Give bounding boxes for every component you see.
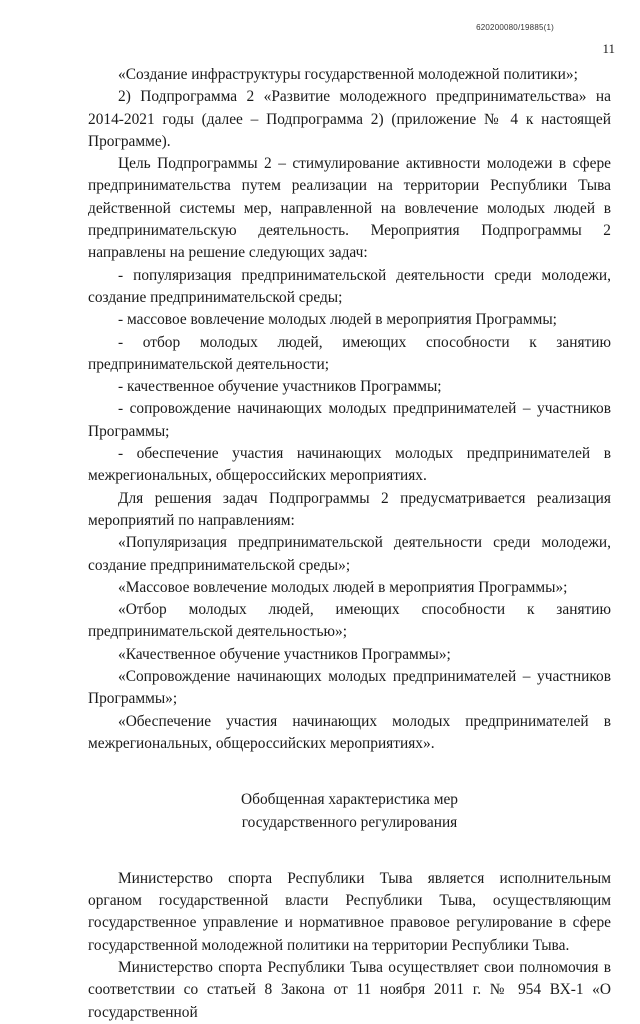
paragraph: Министерство спорта Республики Тыва является исполнительным органом государственной власти Республики Тыва, осуществляющим государственное управление и нормативное правовое регулирование в сфере государственной молодежной политики на территории Республики Тыва. — [88, 869, 611, 954]
list-item: - сопровождение начинающих молодых предпринимателей – участников Программы; — [88, 400, 611, 440]
list-item: - качественное обучение участников Программы; — [118, 378, 442, 396]
section-heading-line-2: государственного регулирования — [241, 813, 458, 831]
list-item: - массовое вовлечение молодых людей в мероприятия Программы; — [118, 311, 557, 329]
direction-item: «Популяризация предпринимательской деятельности среди молодежи, создание предпринимательской среды»; — [88, 534, 611, 574]
paragraph: Для решения задач Подпрограммы 2 предусматривается реализация мероприятий по направлениям: — [88, 489, 611, 529]
direction-item: «Качественное обучение участников Программы»; — [118, 645, 451, 663]
list-item: - обеспечение участия начинающих молодых предпринимателей в межрегиональных, общероссийских мероприятиях. — [88, 445, 611, 485]
list-item: - популяризация предпринимательской деятельности среди молодежи, создание предпринимательской среды; — [88, 266, 611, 306]
direction-item: «Массовое вовлечение молодых людей в мероприятия Программы»; — [118, 578, 568, 596]
section-heading — [88, 789, 611, 834]
direction-item: «Отбор молодых людей, имеющих способности к занятию предпринимательской деятельностью»; — [88, 601, 611, 641]
list-item: - отбор молодых людей, имеющих способности к занятию предпринимательской деятельности; — [88, 333, 611, 373]
paragraph: Министерство спорта Республики Тыва осуществляет свои полномочия в соответствии со статьей 8 Закона от 11 ноября 2011 г. № 954 ВХ-1 «О государственной — [88, 958, 611, 1021]
document-body — [88, 64, 611, 1024]
paragraph: Цель Подпрограммы 2 – стимулирование активности молодежи в сфере предпринимательства путем реализации на территории Республики Тыва действенной системы мер, направленной на вовлечение молодых людей в предпринимательскую деятельность. Мероприятия Подпрограммы 2 направлены на решение следующих задач: — [88, 155, 611, 262]
paragraph: «Создание инфраструктуры государственной молодежной политики»; — [118, 66, 578, 83]
direction-item: «Обеспечение участия начинающих молодых предпринимателей в межрегиональных, общероссийских мероприятиях». — [88, 712, 611, 752]
direction-item: «Сопровождение начинающих молодых предпринимателей – участников Программы»; — [88, 668, 611, 708]
document-code: 620200080/19885(1) — [476, 23, 554, 32]
page-number: 11 — [602, 41, 615, 56]
paragraph: 2) Подпрограмма 2 «Развитие молодежного предпринимательства» на 2014-2021 годы (далее – Подпрограмма 2) (приложение № 4 к настоящей Программе). — [88, 88, 611, 150]
section-heading-line-1: Обобщенная характеристика мер — [241, 791, 458, 809]
